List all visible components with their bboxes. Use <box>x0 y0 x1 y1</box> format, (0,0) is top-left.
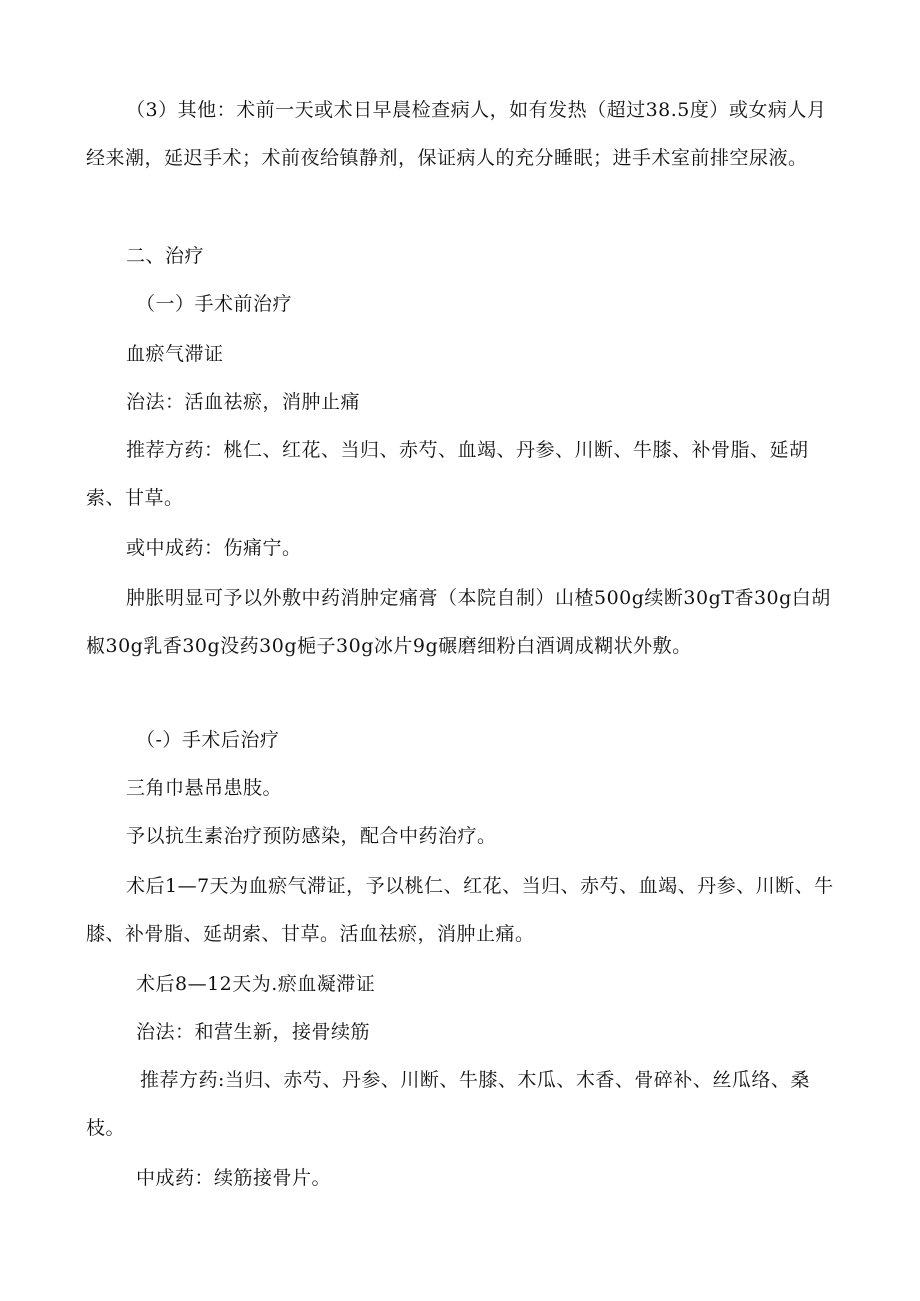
paragraph-postop-day-1-7: 术后1—7天为血瘀气滞证，予以桃仁、红花、当归、赤芍、血竭、丹参、川断、牛膝、补骨脂、延胡索、甘草。活血祛瘀，消肿止痛。 <box>86 875 834 945</box>
section-heading-treatment: 二、治疗 <box>126 245 205 267</box>
paragraph-treatment-method: 治法：活血祛瘀，消肿止痛 <box>126 391 361 413</box>
subsection-heading-postop-treatment: （-）手术后治疗 <box>136 729 280 751</box>
paragraph-recommended-prescription-2: 推荐方药:当归、赤芍、丹参、川断、牛膝、木瓜、木香、骨碎补、丝瓜络、桑枝。 <box>86 1069 810 1139</box>
paragraph-treatment-method-2: 治法：和营生新，接骨续筋 <box>136 1021 371 1043</box>
paragraph-sling: 三角巾悬吊患肢。 <box>126 777 283 799</box>
paragraph-external-application: 肿胀明显可予以外敷中药消肿定痛膏（本院自制）山楂500g续断30gT香30g白胡椒30g乳香30g没药30g梔子30g冰片9g碾磨细粉白酒调成糊状外敷。 <box>86 587 831 657</box>
paragraph-patent-medicine-2: 中成药：续筋接骨片。 <box>136 1167 332 1189</box>
paragraph-preop-other: （3）其他：术前一天或术日早晨检查病人，如有发热（超过38.5度）或女病人月经来潮，延迟手术；术前夜给镇静剂，保证病人的充分睡眠；进手术室前排空尿液。 <box>86 99 827 169</box>
paragraph-recommended-prescription: 推荐方药：桃仁、红花、当归、赤芍、血竭、丹参、川断、牛膝、补骨脂、延胡索、甘草。 <box>86 439 809 509</box>
paragraph-postop-day-8-12: 术后8—12天为.瘀血凝滞证 <box>136 973 376 995</box>
subsection-heading-preop-treatment: （一）手术前治疗 <box>136 293 293 315</box>
paragraph-antibiotics: 予以抗生素治疗预防感染，配合中药治疗。 <box>126 825 497 847</box>
paragraph-syndrome-blood-stasis: 血瘀气滞证 <box>126 343 224 365</box>
paragraph-patent-medicine: 或中成药：伤痛宁。 <box>126 537 302 559</box>
